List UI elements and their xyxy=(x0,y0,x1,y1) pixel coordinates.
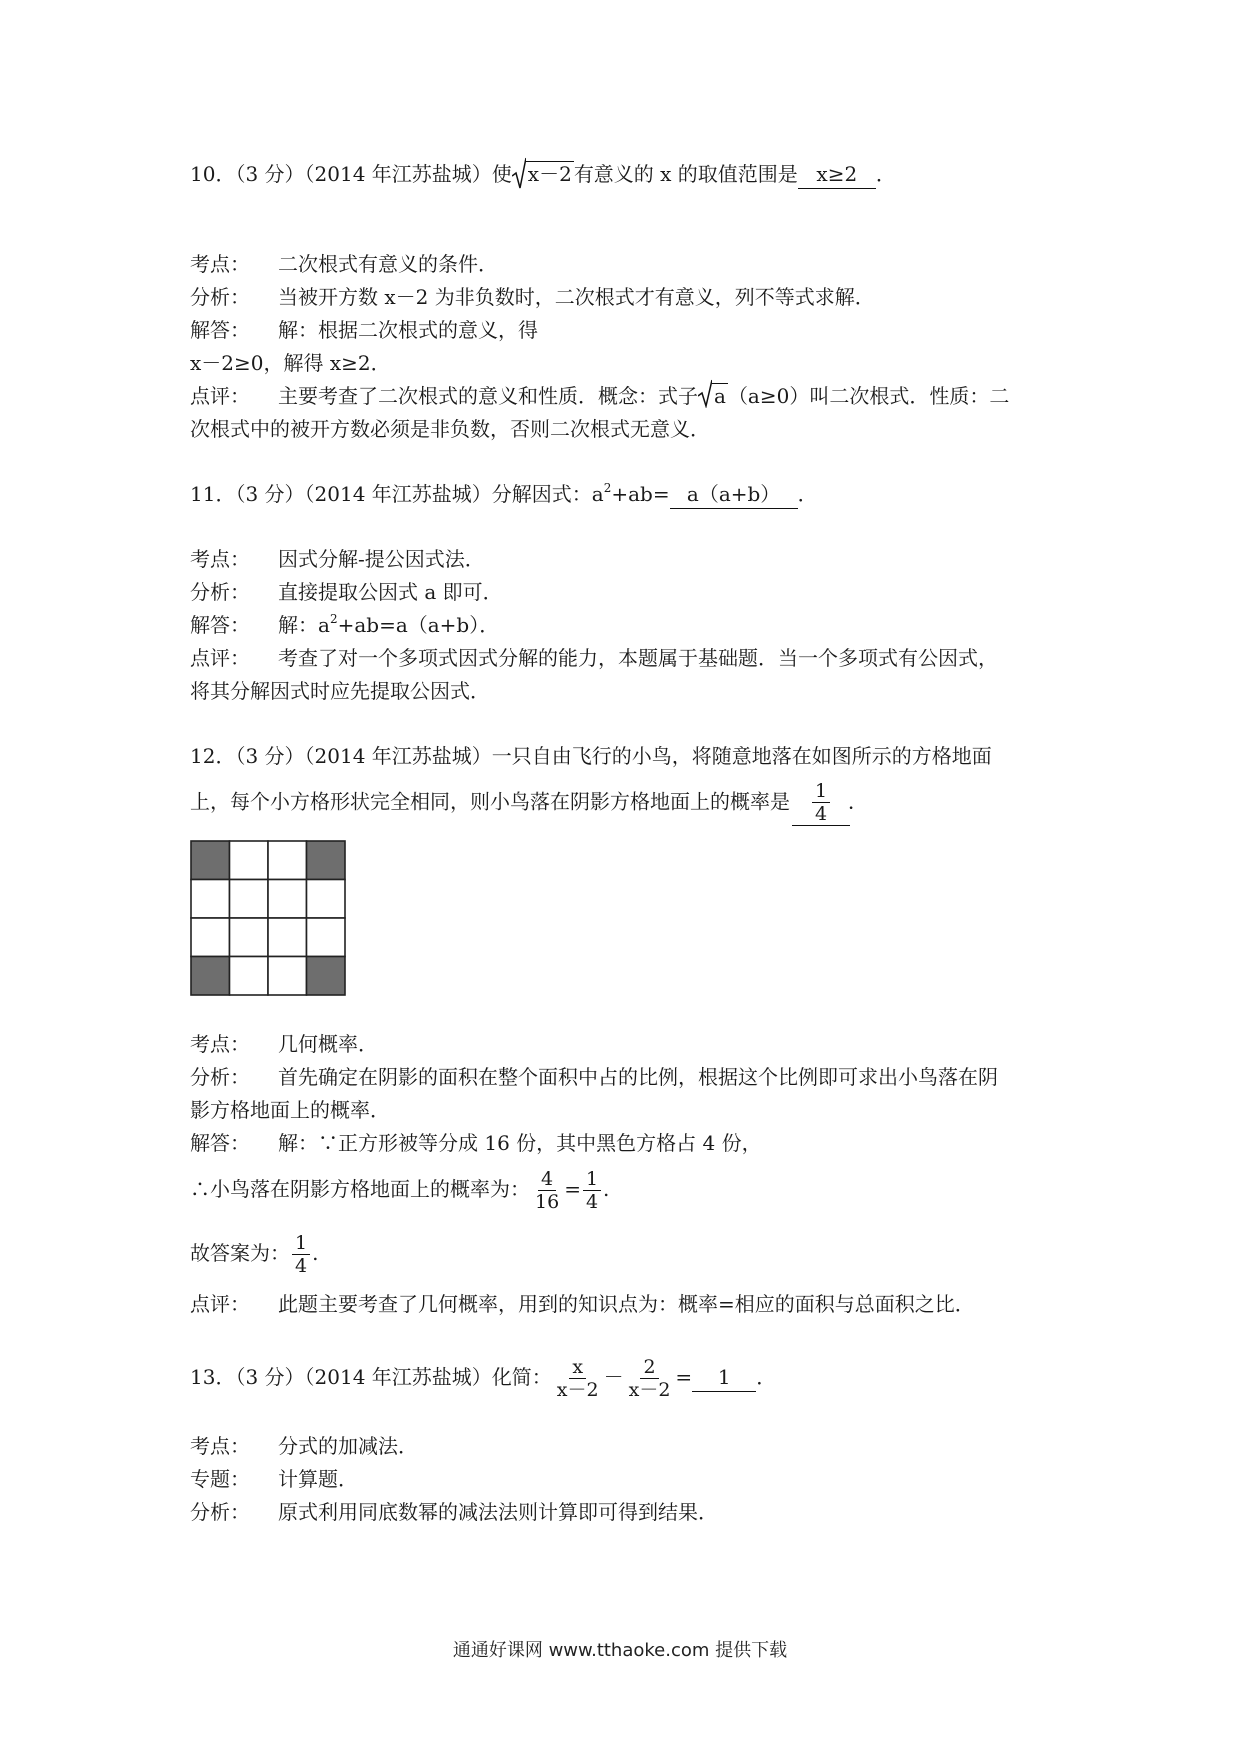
q11-kaodian-text: 因式分解-提公因式法． xyxy=(278,547,485,571)
q12-gu xyxy=(190,1232,318,1277)
q12-equals: = xyxy=(564,1177,581,1201)
q11-fenxi xyxy=(190,578,503,606)
q12-answer xyxy=(790,780,848,826)
q11-stem-post: +ab= xyxy=(611,482,670,506)
q10-answer: x≥2 xyxy=(798,160,876,189)
q13-frac1-denominator: x－2 xyxy=(556,1379,599,1401)
grid-cell xyxy=(230,880,269,919)
q11-dianping xyxy=(190,644,998,672)
q11-stem xyxy=(190,480,818,509)
q12-fenxi-text: 首先确定在阴影的面积在整个面积中占的比例，根据这个比例即可求出小鸟落在阴 xyxy=(278,1065,998,1089)
grid-cell xyxy=(191,880,230,919)
q12-stem2-text: 上，每个小方格形状完全相同，则小鸟落在阴影方格地面上的概率是 xyxy=(190,789,790,814)
q10-stem-post: 有意义的 x 的取值范围是 xyxy=(573,162,798,186)
q11-exponent: 2 xyxy=(603,481,612,495)
q12-dianping-text: 此题主要考查了几何概率，用到的知识点为：概率=相应的面积与总面积之比． xyxy=(278,1292,975,1316)
q10-dianping-post: （a≥0）叫二次根式．性质：二 xyxy=(727,384,1010,408)
q10-kaodian-text: 二次根式有意义的条件． xyxy=(278,252,498,276)
q12-end: ． xyxy=(848,789,868,814)
grid-cell xyxy=(268,918,307,957)
q10-fenxi-text: 当被开方数 x－2 为非负数时，二次根式才有意义，列不等式求解． xyxy=(278,285,875,309)
q13-zhuanti xyxy=(190,1465,358,1493)
grid-cell-shaded xyxy=(307,841,346,880)
grid-cell-shaded xyxy=(307,957,346,996)
q12-answer-denominator: 4 xyxy=(814,803,828,825)
q10-kaodian-label: 考点： xyxy=(190,252,250,276)
q13-answer: 1 xyxy=(692,1363,756,1392)
q13-frac1-numerator: x xyxy=(569,1356,586,1379)
q12-jieda-label: 解答： xyxy=(190,1131,250,1155)
q10-dianping xyxy=(190,382,1009,410)
q13-minus: － xyxy=(603,1365,624,1389)
q13-equals: = xyxy=(675,1365,693,1389)
q11-dianping-text: 考查了对一个多项式因式分解的能力，本题属于基础题．当一个多项式有公因式， xyxy=(278,646,998,670)
square-grid-figure xyxy=(190,840,346,996)
q11-fenxi-label: 分析： xyxy=(190,580,250,604)
q12-stem: 12．（3 分）（2014 年江苏盐城）一只自由飞行的小鸟，将随意地落在如图所示的方格地面 xyxy=(190,744,992,768)
grid-cell xyxy=(191,918,230,957)
q10-jieda-text: 解：根据二次根式的意义，得 xyxy=(278,318,538,342)
q10-fenxi-label: 分析： xyxy=(190,285,250,309)
q12-frac1-denominator: 16 xyxy=(535,1191,560,1213)
q10-stem-pre: 10．（3 分）（2014 年江苏盐城）使 xyxy=(190,162,512,186)
q10-dianping-label: 点评： xyxy=(190,384,250,408)
q12-fenxi xyxy=(190,1063,998,1091)
q12-jieda xyxy=(190,1129,762,1157)
q12-kaodian-text: 几何概率． xyxy=(278,1032,378,1056)
q12-frac1-numerator: 4 xyxy=(538,1168,556,1191)
q10-jieda-line2: x－2≥0，解得 x≥2． xyxy=(190,351,391,375)
grid-cell xyxy=(268,880,307,919)
q11-jieda xyxy=(190,611,499,639)
q12-answer-numerator: 1 xyxy=(812,780,830,803)
q13-zhuanti-label: 专题： xyxy=(190,1467,250,1491)
q11-answer: a（a+b） xyxy=(670,480,798,509)
q12-jieda-line2 xyxy=(190,1168,609,1213)
q10-dianping-radical xyxy=(698,382,728,410)
q11-dianping-label: 点评： xyxy=(190,646,250,670)
grid-cell xyxy=(307,918,346,957)
q13-stem-pre: 13．（3 分）（2014 年江苏盐城）化简： xyxy=(190,1365,552,1389)
q12-kaodian xyxy=(190,1030,378,1058)
q10-end: ． xyxy=(875,162,896,186)
q10-radical xyxy=(512,160,574,188)
q11-end: ． xyxy=(797,482,818,506)
q12-fenxi-line2: 影方格地面上的概率． xyxy=(190,1098,390,1122)
grid-cell xyxy=(268,841,307,880)
grid-cell-shaded xyxy=(191,841,230,880)
q12-kaodian-label: 考点： xyxy=(190,1032,250,1056)
q11-dianping-line2: 将其分解因式时应先提取公因式． xyxy=(190,679,490,703)
q10-fenxi xyxy=(190,283,875,311)
q10-radicand: x－2 xyxy=(527,162,572,186)
q12-gu-denominator: 4 xyxy=(295,1255,308,1277)
q11-jieda-label: 解答： xyxy=(190,613,250,637)
grid-cell-shaded xyxy=(191,957,230,996)
q13-fenxi xyxy=(190,1498,718,1526)
q11-stem-pre: 11．（3 分）（2014 年江苏盐城）分解因式：a xyxy=(190,482,604,506)
q10-dianping-pre: 主要考查了二次根式的意义和性质．概念：式子 xyxy=(278,384,698,408)
q10-dianping-radicand: a xyxy=(714,384,726,408)
q13-zhuanti-text: 计算题． xyxy=(278,1467,358,1491)
q12-stem-line2 xyxy=(190,780,868,826)
radical-sign-icon xyxy=(512,156,526,190)
q12-dianping-label: 点评： xyxy=(190,1292,250,1316)
grid-cell xyxy=(268,957,307,996)
q13-fenxi-text: 原式利用同底数幂的减法法则计算即可得到结果． xyxy=(278,1500,718,1524)
q12-frac2-denominator: 4 xyxy=(585,1191,599,1213)
q13-stem xyxy=(190,1356,776,1401)
q11-jieda-post: +ab=a（a+b）． xyxy=(337,613,500,637)
q10-kaodian xyxy=(190,250,498,278)
q12-fenxi-label: 分析： xyxy=(190,1065,250,1089)
q10-stem xyxy=(190,160,896,189)
q13-fenxi-label: 分析： xyxy=(190,1500,250,1524)
q13-frac2-denominator: x－2 xyxy=(628,1379,671,1401)
q11-fenxi-text: 直接提取公因式 a 即可． xyxy=(278,580,503,604)
q13-kaodian xyxy=(190,1432,418,1460)
grid-cell xyxy=(230,918,269,957)
q11-kaodian-label: 考点： xyxy=(190,547,250,571)
q11-jieda-pre: 解：a xyxy=(278,613,330,637)
q10-jieda xyxy=(190,316,538,344)
q13-end: ． xyxy=(756,1365,777,1389)
radical-sign-icon xyxy=(698,378,712,408)
page-footer: 通通好课网 www.tthaoke.com 提供下载 xyxy=(452,1640,788,1661)
grid-cell xyxy=(230,957,269,996)
q12-dot: . xyxy=(603,1177,610,1201)
q11-jieda-exponent: 2 xyxy=(329,612,338,626)
q12-dianping xyxy=(190,1290,975,1318)
q11-kaodian xyxy=(190,545,485,573)
grid-cell xyxy=(230,841,269,880)
q13-frac2-numerator: 2 xyxy=(640,1356,658,1379)
q13-kaodian-label: 考点： xyxy=(190,1434,250,1458)
q12-gu-dot: . xyxy=(312,1241,319,1265)
q10-dianping-line2: 次根式中的被开方数必须是非负数，否则二次根式无意义． xyxy=(190,417,710,441)
q12-jieda-text: 解：∵正方形被等分成 16 份，其中黑色方格占 4 份， xyxy=(278,1131,762,1155)
q12-gu-pre: 故答案为： xyxy=(190,1241,290,1265)
q12-gu-numerator: 1 xyxy=(292,1232,310,1255)
q12-jieda2-pre: ∴小鸟落在阴影方格地面上的概率为： xyxy=(190,1177,530,1201)
q10-jieda-label: 解答： xyxy=(190,318,250,342)
q12-frac2-numerator: 1 xyxy=(583,1168,601,1191)
grid-cell xyxy=(307,880,346,919)
q13-kaodian-text: 分式的加减法． xyxy=(278,1434,418,1458)
